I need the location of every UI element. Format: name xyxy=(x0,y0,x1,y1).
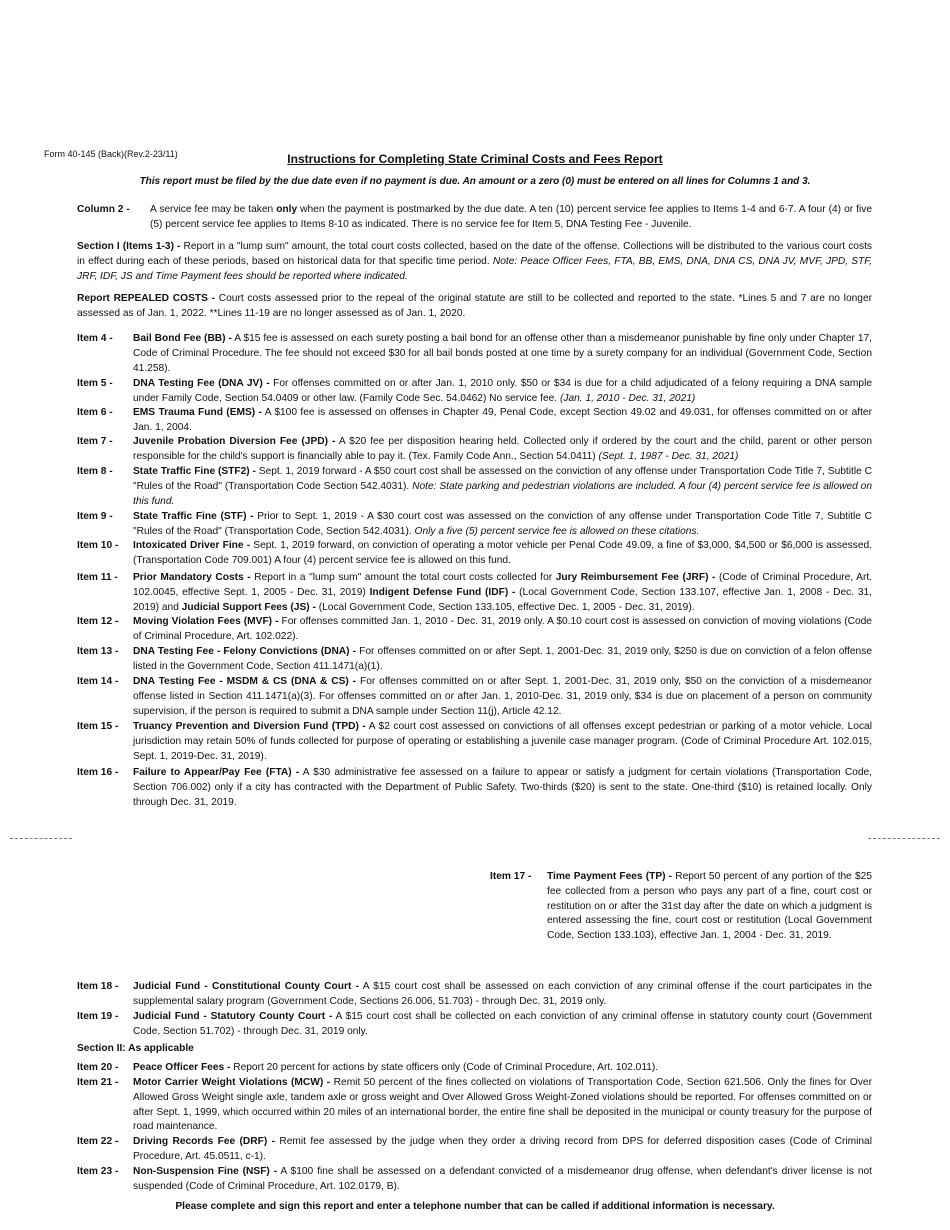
fold-line-right xyxy=(868,838,940,839)
item-16: Item 16 - Failure to Appear/Pay Fee (FTA) - A $30 administrative fee assessed on a failure to appear or satisfy a judgment for certain violations (Transportation Code, Section 706.002) only if a city has contracted with the Department of Public Safety. Two-thirds ($20) is sent to the state. One-third ($10) is retained locally. Only through Dec. 31, 2019. xyxy=(77,767,872,808)
footer-instruction: Please complete and sign this report and enter a telephone number that can be called if additional information is necessary. xyxy=(175,1201,775,1212)
item-5: Item 5 - DNA Testing Fee (DNA JV) - For offenses committed on or after Jan. 1, 2010 only. $50 or $34 is due for a child adjudicated of a felony requiring a DNA sample under Family Code, Section 54.0409 or other law. (Family Code Sec. 54.0462) No service fee. (Jan. 1, 2010 - Dec. 31, 2021) xyxy=(77,378,873,404)
filing-notice: This report must be filed by the due date even if no payment is due. An amount or a zero (0) must be entered on all lines for Columns 1 and 3. xyxy=(139,176,811,187)
section2-heading: Section II: As applicable xyxy=(77,1043,194,1054)
column2-instruction xyxy=(77,203,872,233)
item-18: Item 18 - Judicial Fund - Constitutional County Court - A $15 court cost shall be assessed on each conviction of any criminal offense if the court participates in the supplemental salary program (Government Code, Sections 26.006, 51.703) - through Dec. 31, 2019 only. xyxy=(77,981,873,1007)
section1-text: Report in a "lump sum" amount, the total court costs collected, based on the date of the offense. Collections will be distributed to the various court costs in effect during each of these periods, based on historical data for that specific time period. xyxy=(77,241,872,267)
item-6: Item 6 - EMS Trauma Fund (EMS) - A $100 fee is assessed on offenses in Chapter 49, Penal Code, except Section 49.02 and 49.031, for offenses committed on or after Jan. 1, 2004. xyxy=(77,407,872,433)
item-22: Item 22 - Driving Records Fee (DRF) - Remit fee assessed by the judge when they order a driving record from DPS for deferred disposition cases (Code of Criminal Procedure, Art. 45.0511, c-1). xyxy=(77,1136,872,1162)
item-10: Item 10 - Intoxicated Driver Fine - Sept. 1, 2019 forward, on conviction of operating a motor vehicle per Penal Code 49.09, a fine of $3,000, $4,500 or $6,000 is assessed. (Transportation Code 709.001) A four (4) percent service fee is allowed on this fund. xyxy=(77,540,872,566)
section1-instruction xyxy=(77,240,872,284)
section1-note: Note: Peace Officer Fees, FTA, BB, EMS, DNA, DNA CS, DNA JV, MVF, JPD, STF, JRF, IDF, JS and Time Payment fees should be reported where indicated. xyxy=(77,255,872,282)
item-11: Item 11 - Prior Mandatory Costs - Report in a "lump sum" amount the total court costs collected for Jury Reimbursement Fee (JRF) - (Code of Criminal Procedure, Art. 102.0045, effective Sept. 1, 2005 - Dec. 31, 2019) Indigent Defense Fund (IDF) - (Local Government Code, Section 133.107, effective Jan. 1, 2008 - Dec. 31, 2019) and Judicial Support Fees (JS) - (Local Government Code, Section 133.105, effective Dec. 1, 2005 - Dec. 31, 2019). xyxy=(77,572,873,613)
item-17: Item 17 - Time Payment Fees (TP) - Report 50 percent of any portion of the $25 fee collected from a person who pays any part of a fine, court cost or restitution on or after the 31st day after the date on which a judgment is entered assessing the fine, court cost or restitution (Local Government Code, Section 133.103), effective Jan. 1, 2004 - Dec. 31, 2019. xyxy=(490,871,872,942)
repealed-label: Report REPEALED COSTS - xyxy=(77,293,216,304)
item-13: Item 13 - DNA Testing Fee - Felony Convictions (DNA) - For offenses committed on or after Sept. 1, 2001-Dec. 31, 2019 only, $250 is due on conviction of a felon offense listed in the Government Code, Section 411.1471(a)(1). xyxy=(77,646,872,672)
column2-label: Column 2 - xyxy=(77,204,130,215)
repealed-costs-instruction xyxy=(77,292,872,322)
item-7: Item 7 - Juvenile Probation Diversion Fee (JPD) - A $20 fee per disposition hearing held. Collected only if ordered by the court and the child, parent or other person responsible for the child's support is financially able to pay it. (Tex. Family Code Ann., Section 54.0411) (Sept. 1, 1987 - Dec. 31, 2021) xyxy=(77,436,872,462)
fold-line-left xyxy=(10,838,72,839)
item-14: Item 14 - DNA Testing Fee - MSDM & CS (DNA & CS) - For offenses committed on or after Sept. 1, 2001-Dec. 31, 2019 only, $50 on the conviction of a misdemeanor offense listed in Section 411.1471(a)(3). For offenses committed on or after Jan. 1, 2010-Dec. 31, 2019 only, $34 is due on placement of a person on community supervision, if the person is required to submit a DNA sample under Section 11(j), Article 42.12. xyxy=(77,676,872,717)
section1-label: Section I (Items 1-3) - xyxy=(77,241,181,252)
item-4: Item 4 - Bail Bond Fee (BB) - A $15 fee is assessed on each surety posting a bail bond for an offense other than a misdemeanor punishable by fine only under Chapter 17, Code of Criminal Procedure. The fee should not exceed $30 for all bail bonds posted at one time by a surety company for an individual (Government Code, Section 41.258). xyxy=(77,333,872,374)
repealed-text: Court costs assessed prior to the repeal of the original statute are still to be collected and reported to the state. *Lines 5 and 7 are no longer assessed as of Jan. 1, 2022. **Lines 11-19 are no longer assessed as of Jan. 1, 2020. xyxy=(77,293,872,319)
item-15: Item 15 - Truancy Prevention and Diversion Fund (TPD) - A $2 court cost assessed on convictions of all offenses except pedestrian or parking of a motor vehicle. Local jurisdiction may retain 50% of funds collected for purpose of operating or establishing a juvenile case manager program. (Code of Criminal Procedure Art. 102.015, Sept. 1, 2019-Dec. 31, 2019). xyxy=(77,721,872,762)
item-9: Item 9 - State Traffic Fine (STF) - Prior to Sept. 1, 2019 - A $30 court cost was assessed on the conviction of any offense under Transportation Code Title 7, Subtitle C "Rules of the Road" (Transportation Code, Section 542.4031). Only a five (5) percent service fee is allowed on these citations. xyxy=(77,511,872,537)
item-21: Item 21 - Motor Carrier Weight Violations (MCW) - Remit 50 percent of the fines collected on violations of Transportation Code, Section 621.506. Only the fines for Over Allowed Gross Weight single axle, tandem axle or gross weight and Over Allowed Gross Weight-Zoned violations should be reported. For offenses committed on or after Sept. 1, 1999, which occurred within 20 miles of an international border, the entire fine shall be deposited in the municipal or county treasury for the purpose of road maintenance. xyxy=(77,1077,872,1133)
item-19: Item 19 - Judicial Fund - Statutory County Court - A $15 court cost shall be collected on each conviction of any criminal offense in statutory county court (Government Code, Section 51.702) - through Dec. 31, 2019 only. xyxy=(77,1011,872,1037)
item-20: Item 20 - Peace Officer Fees - Report 20 percent for actions by state officers only (Code of Criminal Procedure, Art. 102.011). xyxy=(77,1062,659,1073)
item-12: Item 12 - Moving Violation Fees (MVF) - For offenses committed Jan. 1, 2010 - Dec. 31, 2019 only. A $0.10 court cost is assessed on conviction of moving violations (Code of Criminal Procedure, Art. 102.022). xyxy=(77,616,872,642)
column2-text: A service fee may be taken only when the payment is postmarked by the due date. A ten (10) percent service fee applies to Items 1-4 and 6-7. A four (4) or five (5) percent service fee applies to Items 8-10 as indicated. There is no service fee for Item 5, DNA Testing Fee - Juvenile. xyxy=(150,204,872,230)
item-23: Item 23 - Non-Suspension Fine (NSF) - A $100 fine shall be assessed on a defendant convicted of a misdemeanor drug offense, when defendant's driver license is not suspended (Code of Criminal Procedure, Art. 102.0179, B). xyxy=(77,1166,872,1192)
item-8: Item 8 - State Traffic Fine (STF2) - Sept. 1, 2019 forward - A $50 court cost shall be assessed on the conviction of any offense under Transportation Code Title 7, Subtitle C "Rules of the Road" (Transportation Code Section 542.4031). Note: State parking and pedestrian violations are included. A four (4) percent service fee is allowed on this fund. xyxy=(77,466,873,507)
document-title xyxy=(0,151,950,168)
form-code: Form 40-145 (Back)(Rev.2-23/11) xyxy=(44,149,178,159)
title-text: Instructions for Completing State Criminal Costs and Fees Report xyxy=(287,152,663,166)
